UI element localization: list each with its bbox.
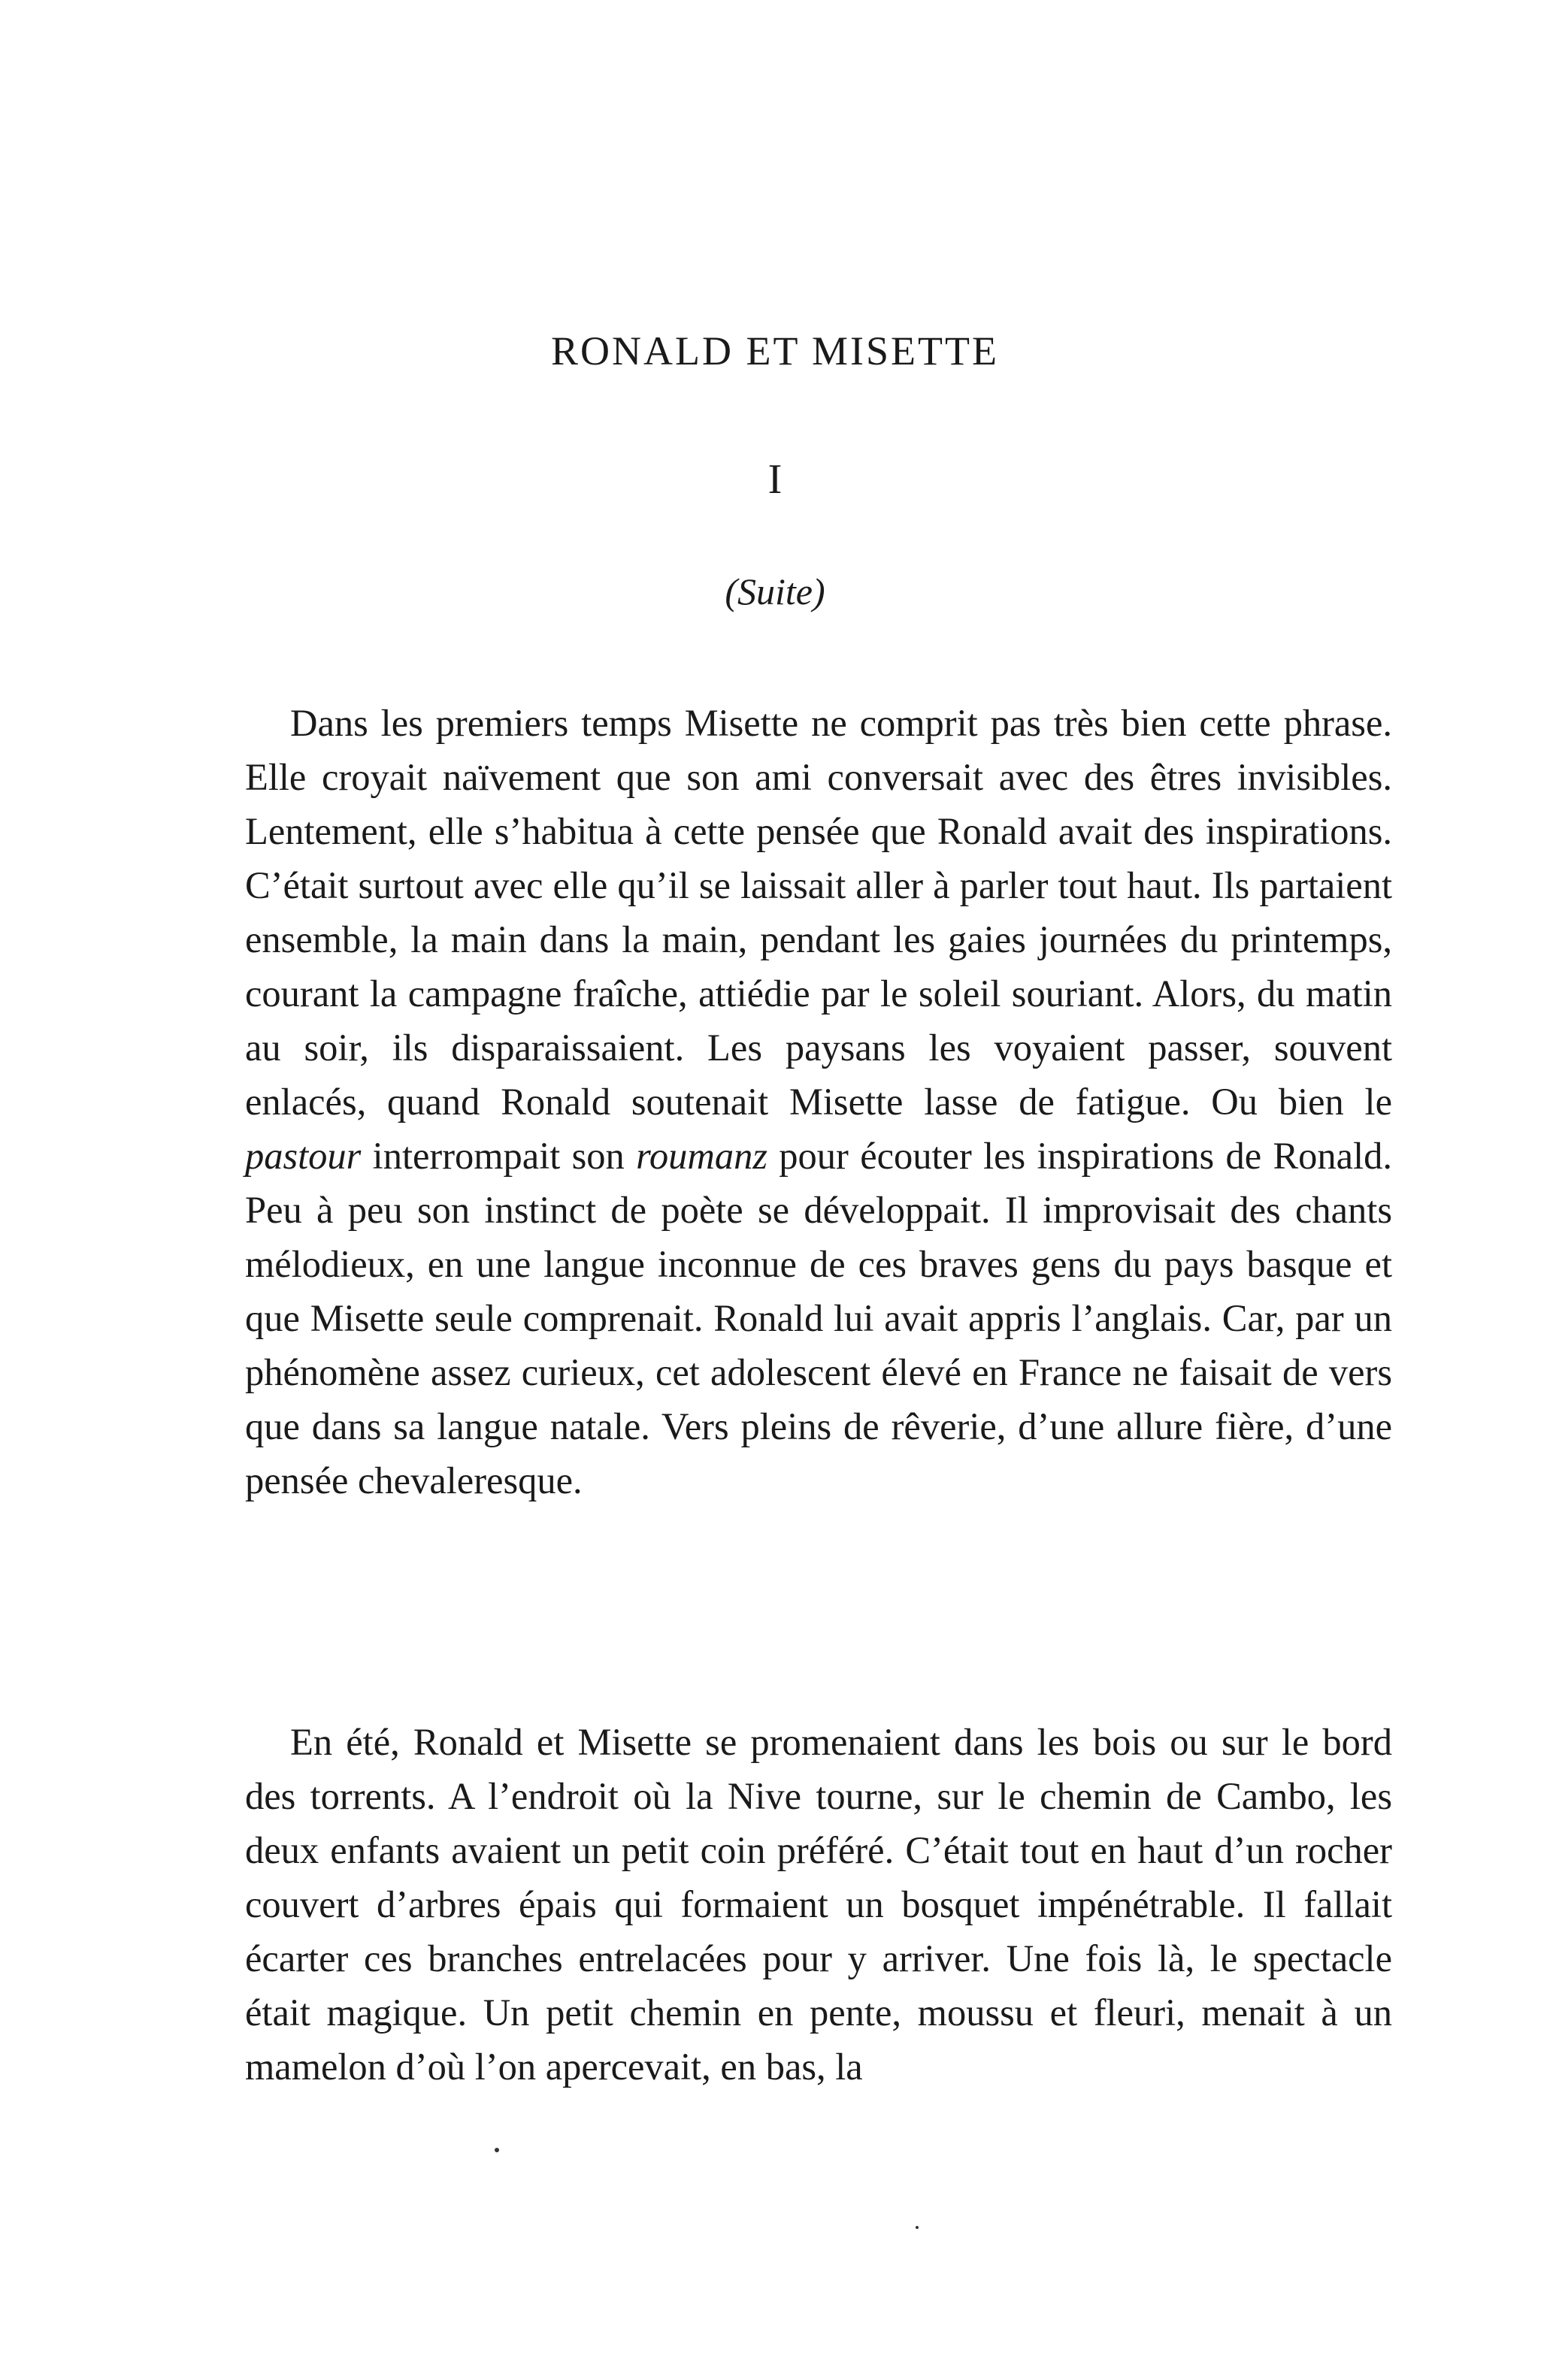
chapter-heading: RONALD ET MISETTE xyxy=(551,328,999,373)
continuation-note: (Suite) xyxy=(725,570,825,612)
paragraph-1-text-c: pour écouter les inspirations de Ronald. Peu à peu son instinct de poète se développait. Il improvisait des chants mélodieux, en une langue inconnue de ces braves gens du pays basque et que Misette seule comprenait. Ronald lui avait appris l’anglais. Car, par un phénomène assez curieux, cet adolescent élevé en France ne faisait de vers que dans sa langue natale. Vers pleins de rêverie, d’une allure fière, d’une pensée chevaleresque. xyxy=(245,1135,1392,1501)
chapter-number: I xyxy=(767,456,783,503)
paragraph-1-text-a: Dans les premiers temps Misette ne comprit pas très bien cette phrase. Elle croyait naïvement que son ami conversait avec des êtres invisibles. Lentement, elle s’habitua à cette pensée que Ronald avait des inspirations. C’était surtout avec elle qu’il se laissait aller à parler tout haut. Ils partaient ensemble, la main dans la main, pendant les gaies journées du printemps, courant la campagne fraîche, attiédie par le soleil souriant. Alors, du matin au soir, ils disparaissaient. Les paysans les voyaient passer, souvent enlacés, quand Ronald soutenait Misette lasse de fatigue. Ou bien le xyxy=(245,702,1392,1123)
paragraph-1-word-pastour: pastour xyxy=(245,1135,362,1177)
paragraph-1 xyxy=(245,696,1392,1508)
paragraph-2: En été, Ronald et Misette se promenaient dans les bois ou sur le bord des torrents. A l’endroit où la Nive tourne, sur le chemin de Cambo, les deux enfants avaient un petit coin préféré. C’était tout en haut d’un rocher couvert d’arbres épais qui formaient un bosquet impénétrable. Il fallait écarter ces branches entrelacées pour y arriver. Une fois là, le spectacle était magique. Un petit chemin en pente, moussu et fleuri, menait à un mamelon d’où l’on apercevait, en bas, la xyxy=(245,1721,1392,2088)
paragraph-1-word-roumanz: roumanz xyxy=(636,1135,767,1177)
paragraph-1-text-b: interrompait son xyxy=(361,1135,637,1177)
ink-speck xyxy=(495,2148,499,2152)
ink-speck xyxy=(916,2226,919,2229)
